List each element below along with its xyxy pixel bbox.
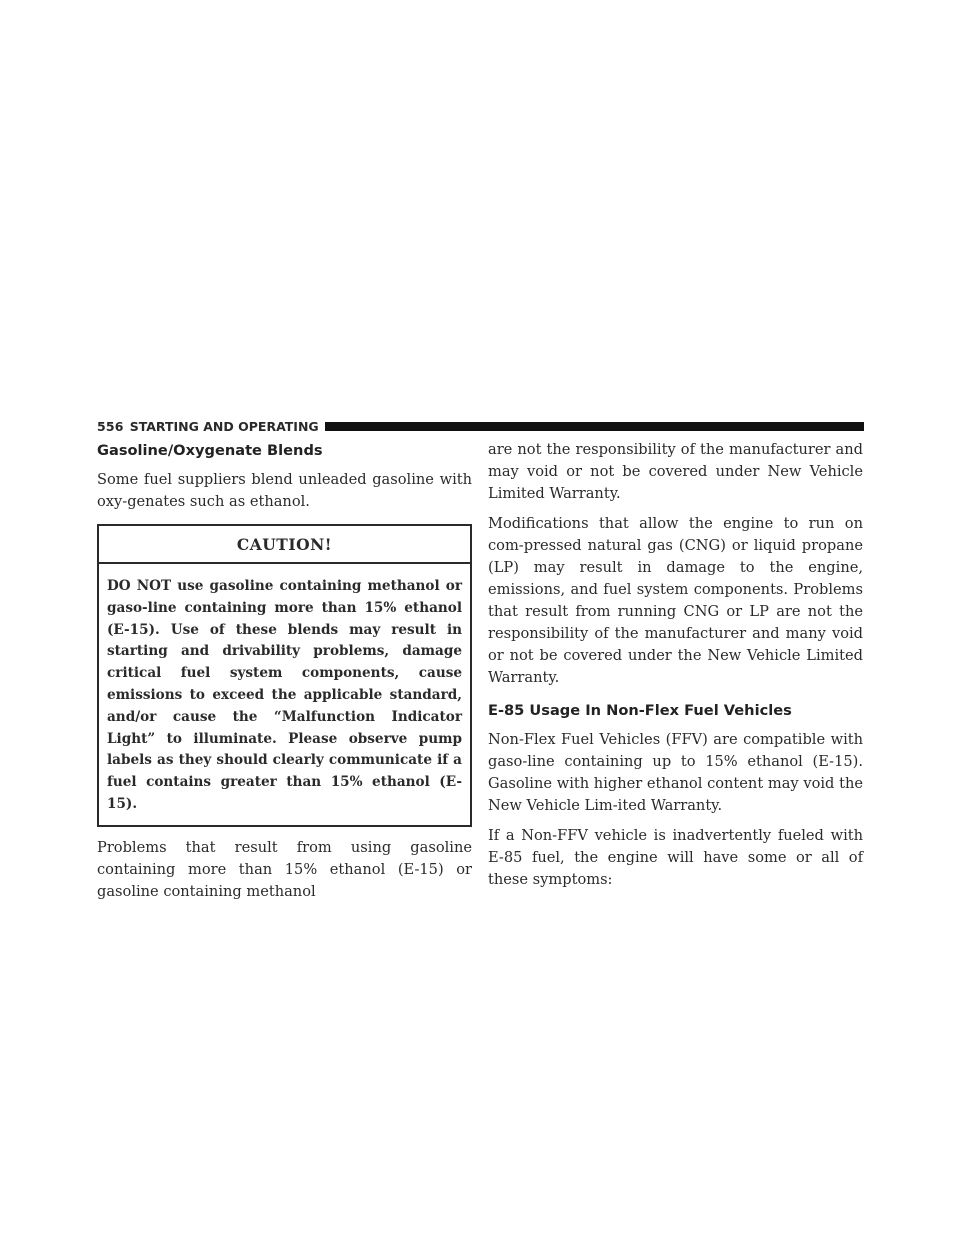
header-rule (325, 422, 864, 431)
left-column (97, 439, 472, 911)
caution-box (97, 524, 472, 827)
heading-e85-usage: E-85 Usage In Non-Flex Fuel Vehicles (488, 702, 792, 719)
paragraph-symptoms: If a Non-FFV vehicle is inadvertently fueled with E-85 fuel, the engine will have some or all of these symptoms: (488, 827, 863, 888)
caution-title: CAUTION! (99, 526, 470, 564)
right-column (488, 439, 863, 899)
paragraph-problems: Problems that result from using gasoline containing more than 15% ethanol (E-15) or gasoline containing methanol (97, 838, 472, 900)
paragraph-continuation: are not the responsibility of the manufacturer and may void or not be covered under New Vehicle Limited Warranty. (488, 441, 863, 502)
page-number: 556 (97, 418, 124, 434)
page-header (97, 418, 864, 434)
paragraph-modifications: Modifications that allow the engine to run on com-pressed natural gas (CNG) or liquid propane (LP) may result in damage to the engine, emissions, and fuel system components. Problems that result from running CNG or LP are not the responsibility of the manufacturer and many void or not be covered under the New Vehicle Limited Warranty. (488, 515, 863, 686)
heading-gasoline-oxygenate-blends: Gasoline/Oxygenate Blends (97, 442, 323, 459)
caution-body: DO NOT use gasoline containing methanol or gaso-line containing more than 15% ethanol (E-15). Use of these blends may result in starting and drivability problems, damage critical fuel system components, cause emissions to exceed the applicable standard, and/or cause the “Malfunction Indicator Light” to illuminate. Please observe pump labels as they should clearly communicate if a fuel contains greater than 15% ethanol (E-15). (107, 578, 462, 812)
paragraph-nonflex: Non-Flex Fuel Vehicles (FFV) are compatible with gaso-line containing up to 15% ethanol (E-15). Gasoline with higher ethanol content may void the New Vehicle Lim-ited Warranty. (488, 731, 863, 814)
section-title: STARTING AND OPERATING (129, 418, 319, 434)
paragraph-intro: Some fuel suppliers blend unleaded gasoline with oxy-genates such as ethanol. (97, 471, 472, 510)
